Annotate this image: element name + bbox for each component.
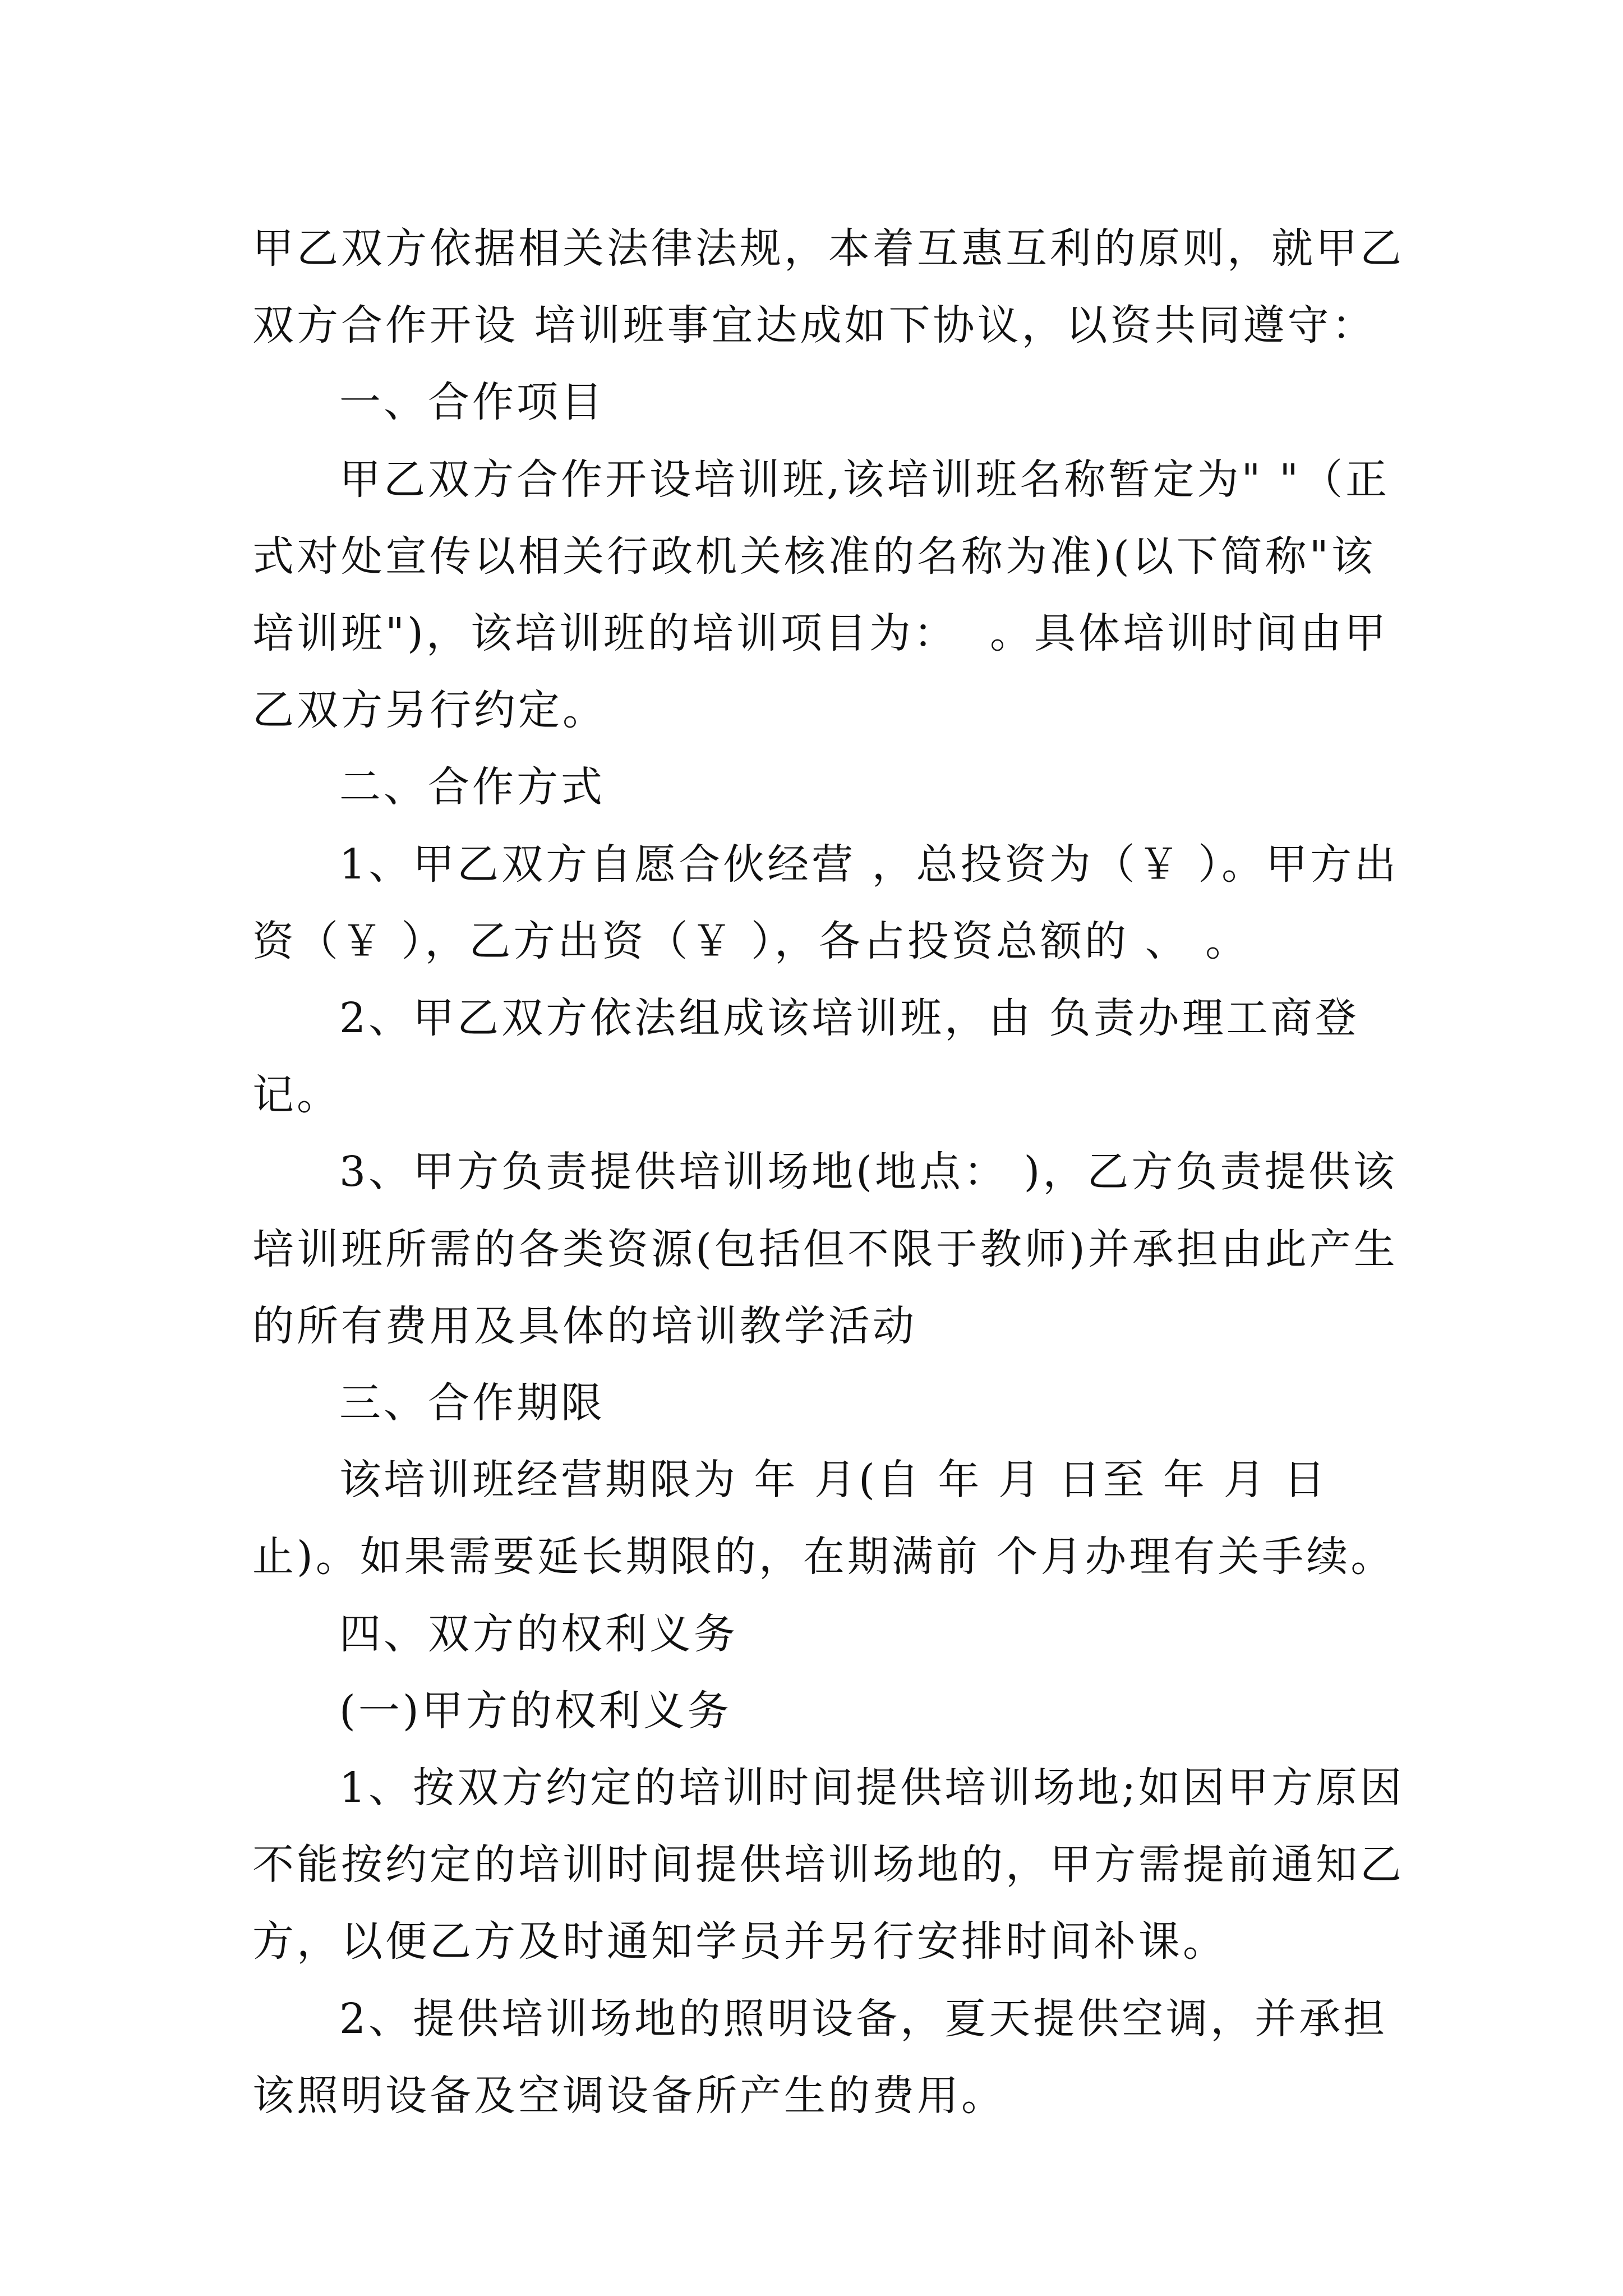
section-heading-cooperation-term: 三、合作期限 <box>339 1379 605 1428</box>
section-heading-rights-obligations: 四、双方的权利义务 <box>339 1609 738 1658</box>
method-clause-3: 3、甲方负责提供培训场地(地点： )，乙方负责提供该培训班所需的各类资源(包括但不限于教师)并承担由此产生的所有费用及具体的培训教学活动 <box>252 1148 1398 1350</box>
party-a-clause-1: 1、按双方约定的培训时间提供培训场地;如因甲方原因不能按约定的培训时间提供培训场地的，甲方需提前通知乙方，以便乙方及时通知学员并另行安排时间补课。 <box>252 1764 1405 1966</box>
intro-paragraph: 甲乙双方依据相关法律法规，本着互惠互利的原则，就甲乙双方合作开设 培训班事宜达成如下协议，以资共同遵守： <box>252 224 1404 350</box>
section-heading-cooperation-method: 二、合作方式 <box>339 763 605 812</box>
project-paragraph: 甲乙双方合作开设培训班,该培训班名称暂定为" "（正式对处宣传以相关行政机关核准的名称为准)(以下简称"该培训班")，该培训班的培训项目为： 。具体培训时间由甲乙双方另行约定。 <box>252 455 1390 735</box>
party-a-clause-2: 2、提供培训场地的照明设备，夏天提供空调，并承担该照明设备及空调设备所产生的费用。 <box>252 1994 1388 2120</box>
method-clause-1: 1、甲乙双方自愿合伙经营 ，总投资为（￥ ）。甲方出资（￥ ），乙方出资（￥ ），各占投资总额的 、 。 <box>252 840 1399 965</box>
section-heading-cooperation-project: 一、合作项目 <box>339 378 605 427</box>
method-clause-2: 2、甲乙双方依法组成该培训班，由 负责办理工商登记。 <box>252 994 1359 1120</box>
document-body <box>252 210 1413 2134</box>
subsection-heading-party-a: (一)甲方的权利义务 <box>339 1686 732 1735</box>
term-paragraph: 该培训班经营期限为 年 月(自 年 月 日至 年 月 日止)。如果需要延长期限的，在期满前 个月办理有关手续。 <box>252 1456 1395 1581</box>
